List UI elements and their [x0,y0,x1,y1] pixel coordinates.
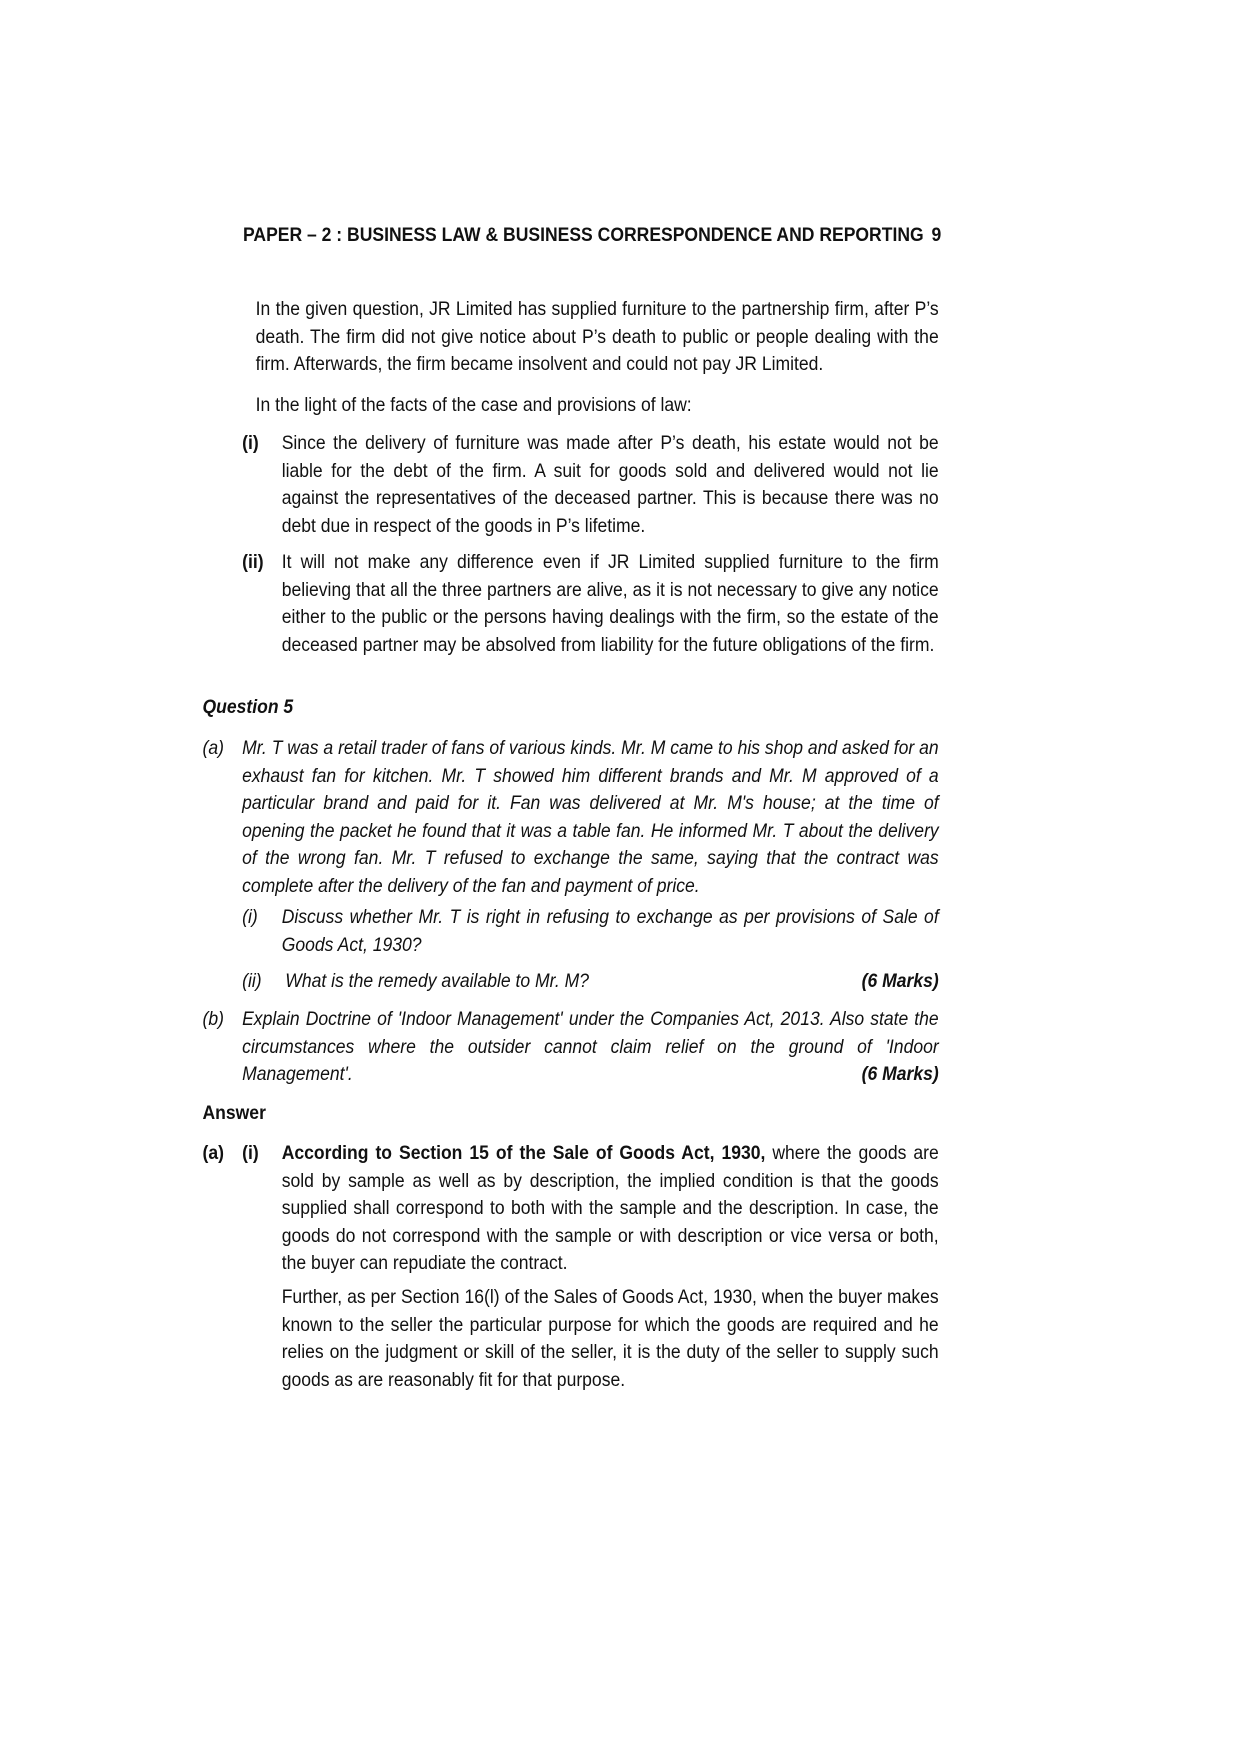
question-b-line: Management'. [242,1063,353,1085]
question-a-label: (a) [202,737,224,759]
question-a-ii-label: (ii) [242,970,262,992]
point-label: (ii) [242,551,264,573]
point-text: It will not make any difference even if JR Limited supplied furniture to the firm believing that all the three partners are alive, as it is not necessary to give any notice either to the public or the persons having dealings with the firm, so the estate of the deceased partner may be absolved from liability for the future obligations of the firm. [281,551,939,656]
point-label: (i) [242,432,259,454]
answer-a-label: (a) [202,1142,224,1164]
question-b-text [242,1006,939,1089]
answer-i-body: where the goods are sold by sample as well as by description, the implied condition is that the goods supplied shall correspond to both with the sample and the description. In case, the goods do not correspond with the sample or with description or vice versa or both, the buyer can repudiate the contract. [281,1142,939,1274]
intro-text-2: In the light of the facts of the case and provisions of law: [255,394,692,416]
page-number: 9 [931,224,942,246]
question-a-marks: (6 Marks) [861,970,939,992]
intro-paragraph-2 [256,392,939,420]
question-b-label: (b) [202,1008,224,1030]
question-b-line: circumstances where the outsider cannot claim relief on the ground of 'Indoor [242,1035,939,1058]
header-title: PAPER – 2 : BUSINESS LAW & BUSINESS CORRESPONDENCE AND REPORTING [243,224,924,246]
intro-text-1: In the given question, JR Limited has supplied furniture to the partnership firm, after P’s death. The firm did not give notice about P’s death to public or people dealing with the firm. Afterwards, the firm became insolvent and could not pay JR Limited. [255,298,939,375]
question-b-last-line [242,1061,939,1089]
question-a-ii-text: What is the remedy available to Mr. M? [285,970,589,992]
answer-i-bold: According to Section 15 of the Sale of Goods Act, 1930, [281,1142,766,1164]
intro-paragraph-1 [256,296,939,379]
answer-heading: Answer [202,1102,266,1124]
question-b-marks: (6 Marks) [861,1063,939,1085]
answer-further: Further, as per Section 16(l) of the Sales of Goods Act, 1930, when the buyer makes known to the seller the particular purpose for which the goods are required and he relies on the judgment or skill of the seller, it is the duty of the seller to supply such goods as are reasonably fit for that purpose. [281,1286,939,1391]
point-text: Since the delivery of furniture was made after P’s death, his estate would not be liable for the debt of the firm. A suit for goods sold and delivered would not lie against the representatives of the deceased partner. This is because there was no debt due in respect of the goods in P’s lifetime. [281,432,939,537]
question-b-line: Explain Doctrine of 'Indoor Management' under the Companies Act, 2013. Also state the [242,1008,939,1030]
question-heading: Question 5 [202,696,294,718]
question-a-ii-line [285,968,938,996]
question-a-i-text: Discuss whether Mr. T is right in refusing to exchange as per provisions of Sale of Goods Act, 1930? [281,906,939,956]
question-a-text: Mr. T was a retail trader of fans of various kinds. Mr. M came to his shop and asked for an exhaust fan for kitchen. Mr. T showed him different brands and Mr. M approved of a particular brand and paid for it. Fan was delivered at Mr. M's house; at the time of opening the packet he found that it was a table fan. He informed Mr. T about the delivery of the wrong fan. Mr. T refused to exchange the same, saying that the contract was complete after the delivery of the fan and payment of price. [242,737,939,897]
answer-i-text [282,1140,939,1278]
answer-i-label: (i) [242,1142,259,1164]
question-a-i-label: (i) [242,906,258,928]
